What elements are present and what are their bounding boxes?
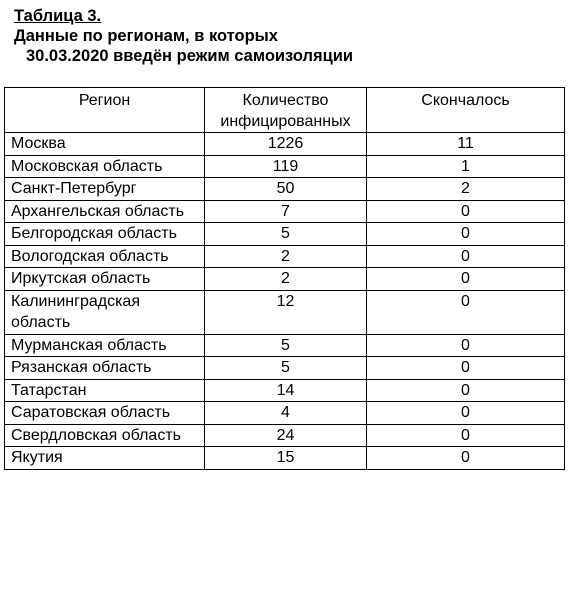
- cell-region: Москва: [5, 133, 205, 156]
- cell-region: Свердловская область: [5, 424, 205, 447]
- cell-infected: 7: [205, 200, 367, 223]
- table-caption: [14, 6, 353, 66]
- cell-deaths: 2: [367, 178, 565, 201]
- cell-infected: 5: [205, 223, 367, 246]
- cell-region: Татарстан: [5, 379, 205, 402]
- cell-deaths: 0: [367, 379, 565, 402]
- cell-region: Саратовская область: [5, 402, 205, 425]
- header-region: Регион: [5, 88, 205, 133]
- cell-deaths: 0: [367, 402, 565, 425]
- cell-region: Мурманская область: [5, 334, 205, 357]
- cell-infected: 50: [205, 178, 367, 201]
- table-header-row: [5, 88, 565, 133]
- cell-infected: 2: [205, 245, 367, 268]
- cell-region: Архангельская область: [5, 200, 205, 223]
- table-row: [5, 379, 565, 402]
- cell-region: Иркутская область: [5, 268, 205, 291]
- caption-title-line-2: 30.03.2020 введён режим самоизоляции: [26, 47, 354, 65]
- table-row: [5, 133, 565, 156]
- cell-region: Вологодская область: [5, 245, 205, 268]
- cell-region: Московская область: [5, 155, 205, 178]
- cell-deaths: 0: [367, 268, 565, 291]
- cell-infected: 2: [205, 268, 367, 291]
- table-row: [5, 200, 565, 223]
- table-body: [5, 133, 565, 470]
- cell-deaths: 0: [367, 290, 565, 334]
- header-deaths: Скончалось: [367, 88, 565, 133]
- header-infected: Количество инфицированных: [205, 88, 367, 133]
- table-row: [5, 178, 565, 201]
- cell-deaths: 0: [367, 447, 565, 470]
- regions-table: [4, 87, 565, 470]
- cell-deaths: 0: [367, 357, 565, 380]
- cell-deaths: 11: [367, 133, 565, 156]
- cell-deaths: 0: [367, 223, 565, 246]
- table-row: [5, 245, 565, 268]
- table-row: [5, 334, 565, 357]
- cell-infected: 1226: [205, 133, 367, 156]
- cell-deaths: 0: [367, 334, 565, 357]
- cell-deaths: 0: [367, 200, 565, 223]
- cell-deaths: 0: [367, 424, 565, 447]
- table-row: [5, 357, 565, 380]
- cell-infected: 119: [205, 155, 367, 178]
- cell-deaths: 1: [367, 155, 565, 178]
- table-row: [5, 223, 565, 246]
- table-row: [5, 447, 565, 470]
- cell-region: Санкт-Петербург: [5, 178, 205, 201]
- table-number: Таблица 3.: [14, 7, 102, 25]
- table-row: [5, 402, 565, 425]
- cell-infected: 12: [205, 290, 367, 334]
- table-row: [5, 155, 565, 178]
- table-row: [5, 290, 565, 334]
- table-row: [5, 268, 565, 291]
- cell-infected: 14: [205, 379, 367, 402]
- caption-title-line-1: Данные по регионам, в которых: [14, 27, 278, 45]
- cell-region: Рязанская область: [5, 357, 205, 380]
- cell-infected: 4: [205, 402, 367, 425]
- table-row: [5, 424, 565, 447]
- cell-infected: 5: [205, 334, 367, 357]
- cell-region: Белгородская область: [5, 223, 205, 246]
- cell-infected: 15: [205, 447, 367, 470]
- cell-deaths: 0: [367, 245, 565, 268]
- cell-region: Калининградская область: [5, 290, 205, 334]
- cell-region: Якутия: [5, 447, 205, 470]
- cell-infected: 5: [205, 357, 367, 380]
- cell-infected: 24: [205, 424, 367, 447]
